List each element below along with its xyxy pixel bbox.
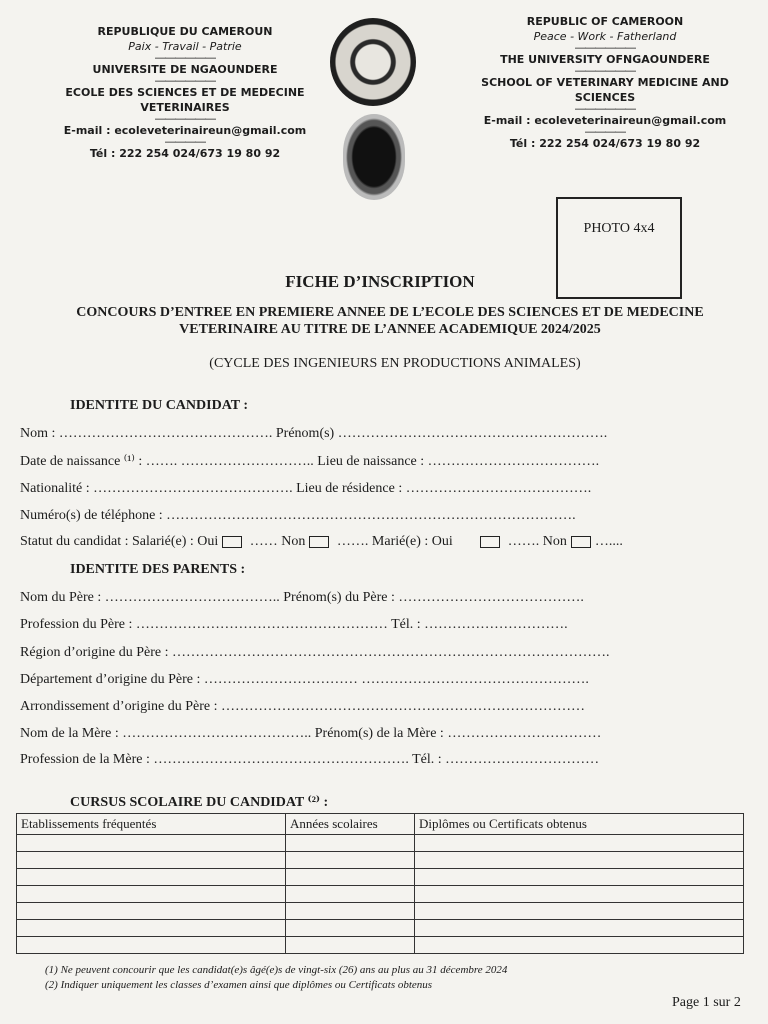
field-nom-mere[interactable]: Nom de la Mère : ………………………………….. Prénom(s) de la Mère : ……………………………: [20, 726, 602, 741]
marie-label: ……. Marié(e) : Oui: [336, 534, 453, 549]
tel-fr: Tél : 222 254 024/673 19 80 92: [89, 147, 281, 160]
photo-box: PHOTO 4x4: [556, 197, 682, 299]
table-row[interactable]: [17, 852, 744, 869]
field-nom[interactable]: Nom : ………………………………………. Prénom(s) ………………………………………………….: [20, 426, 608, 441]
section-candidate: IDENTITE DU CANDIDAT :: [70, 398, 249, 413]
page-title: FICHE D’INSCRIPTION: [285, 272, 475, 291]
field-profession-pere[interactable]: Profession du Père : ……………………………………………… Tél. : ………………………….: [20, 617, 568, 632]
field-profession-mere[interactable]: Profession de la Mère : ………………………………………………. Tél. : ……………………………: [20, 752, 600, 767]
divider: ――――――: [155, 51, 215, 64]
checkbox-marie-non[interactable]: [571, 536, 591, 548]
checkbox-marie-oui[interactable]: [480, 536, 500, 548]
university-en: THE UNIVERSITY OFNGAOUNDERE: [500, 53, 710, 66]
school-en: SCHOOL OF VETERINARY MEDICINE AND SCIENCES: [481, 76, 729, 104]
divider: ――――――: [155, 112, 215, 125]
cycle-label: (CYCLE DES INGENIEURS EN PRODUCTIONS ANIMALES): [209, 356, 581, 371]
divider: ――――: [165, 135, 205, 148]
field-region-pere[interactable]: Région d’origine du Père : ………………………………………………………………………………….: [20, 645, 610, 660]
marie-non-label: ……. Non: [507, 534, 567, 549]
col-etablissements: Etablissements fréquentés: [17, 814, 286, 835]
header-right: [480, 14, 730, 151]
col-diplomes: Diplômes ou Certificats obtenus: [415, 814, 744, 835]
country-fr: REPUBLIQUE DU CAMEROUN: [97, 25, 273, 38]
statut-end: …....: [594, 534, 623, 549]
email-en: E-mail : ecoleveterinaireun@gmail.com: [483, 114, 727, 127]
divider: ――――――: [575, 102, 635, 115]
footnote-2: (2) Indiquer uniquement les classes d’examen ainsi que diplômes ou Certificats obtenus: [45, 979, 433, 991]
divider: ――――――: [575, 64, 635, 77]
field-telephone[interactable]: Numéro(s) de téléphone : …………………………………………………………………………….: [20, 508, 576, 523]
section-cursus: CURSUS SCOLAIRE DU CANDIDAT ⁽²⁾ :: [70, 795, 329, 810]
header-left: [60, 24, 310, 161]
school-seal-icon: [343, 114, 405, 200]
university-fr: UNIVERSITE DE NGAOUNDERE: [92, 63, 278, 76]
divider: ――――――: [575, 41, 635, 54]
cursus-table: [16, 813, 744, 954]
statut-non-label: …… Non: [249, 534, 306, 549]
page-number: Page 1 sur 2: [672, 995, 741, 1010]
statut-label: Statut du candidat : Salarié(e) : Oui: [20, 534, 219, 549]
table-header-row: [17, 814, 744, 835]
divider: ――――――: [155, 74, 215, 87]
table-row[interactable]: [17, 920, 744, 937]
field-statut: [20, 534, 623, 550]
motto-fr: Paix - Travail - Patrie: [128, 40, 242, 53]
table-row[interactable]: [17, 835, 744, 852]
field-departement-pere[interactable]: Département d’origine du Père : …………………………… ………………………………………….: [20, 672, 589, 687]
school-fr: ECOLE DES SCIENCES ET DE MEDECINE VETERINAIRES: [65, 86, 305, 114]
tel-en: Tél : 222 254 024/673 19 80 92: [509, 137, 701, 150]
field-nom-pere[interactable]: Nom du Père : ……………………………….. Prénom(s) du Père : ………………………………….: [20, 590, 584, 605]
page-subtitle: CONCOURS D’ENTREE EN PREMIERE ANNEE DE L’ECOLE DES SCIENCES ET DE MEDECINE VETERINAIRE AU TITRE DE L’ANNEE ACADEMIQUE 2024/2025: [76, 305, 704, 337]
field-nationalite[interactable]: Nationalité : ……………………………………. Lieu de résidence : ………………………………….: [20, 481, 592, 496]
table-row[interactable]: [17, 937, 744, 954]
table-row[interactable]: [17, 869, 744, 886]
table-row[interactable]: [17, 903, 744, 920]
section-parents: IDENTITE DES PARENTS :: [70, 562, 246, 577]
checkbox-salarie-oui[interactable]: [222, 536, 242, 548]
university-seal-icon: [330, 18, 416, 106]
field-arrondissement-pere[interactable]: Arrondissement d’origine du Père : ……………………………………………………………………: [20, 699, 586, 714]
motto-en: Peace - Work - Fatherland: [533, 30, 677, 43]
field-naissance[interactable]: Date de naissance ⁽¹⁾ : ……. ……………………….. Lieu de naissance : ……………………………….: [20, 454, 600, 469]
email-fr: E-mail : ecoleveterinaireun@gmail.com: [63, 124, 307, 137]
checkbox-salarie-non[interactable]: [309, 536, 329, 548]
footnote-1: (1) Ne peuvent concourir que les candidat(e)s âgé(e)s de vingt-six (26) ans au plus au 31 décembre 2024: [45, 964, 508, 976]
col-annees: Années scolaires: [286, 814, 415, 835]
divider: ――――: [585, 125, 625, 138]
table-row[interactable]: [17, 886, 744, 903]
country-en: REPUBLIC OF CAMEROON: [526, 15, 684, 28]
